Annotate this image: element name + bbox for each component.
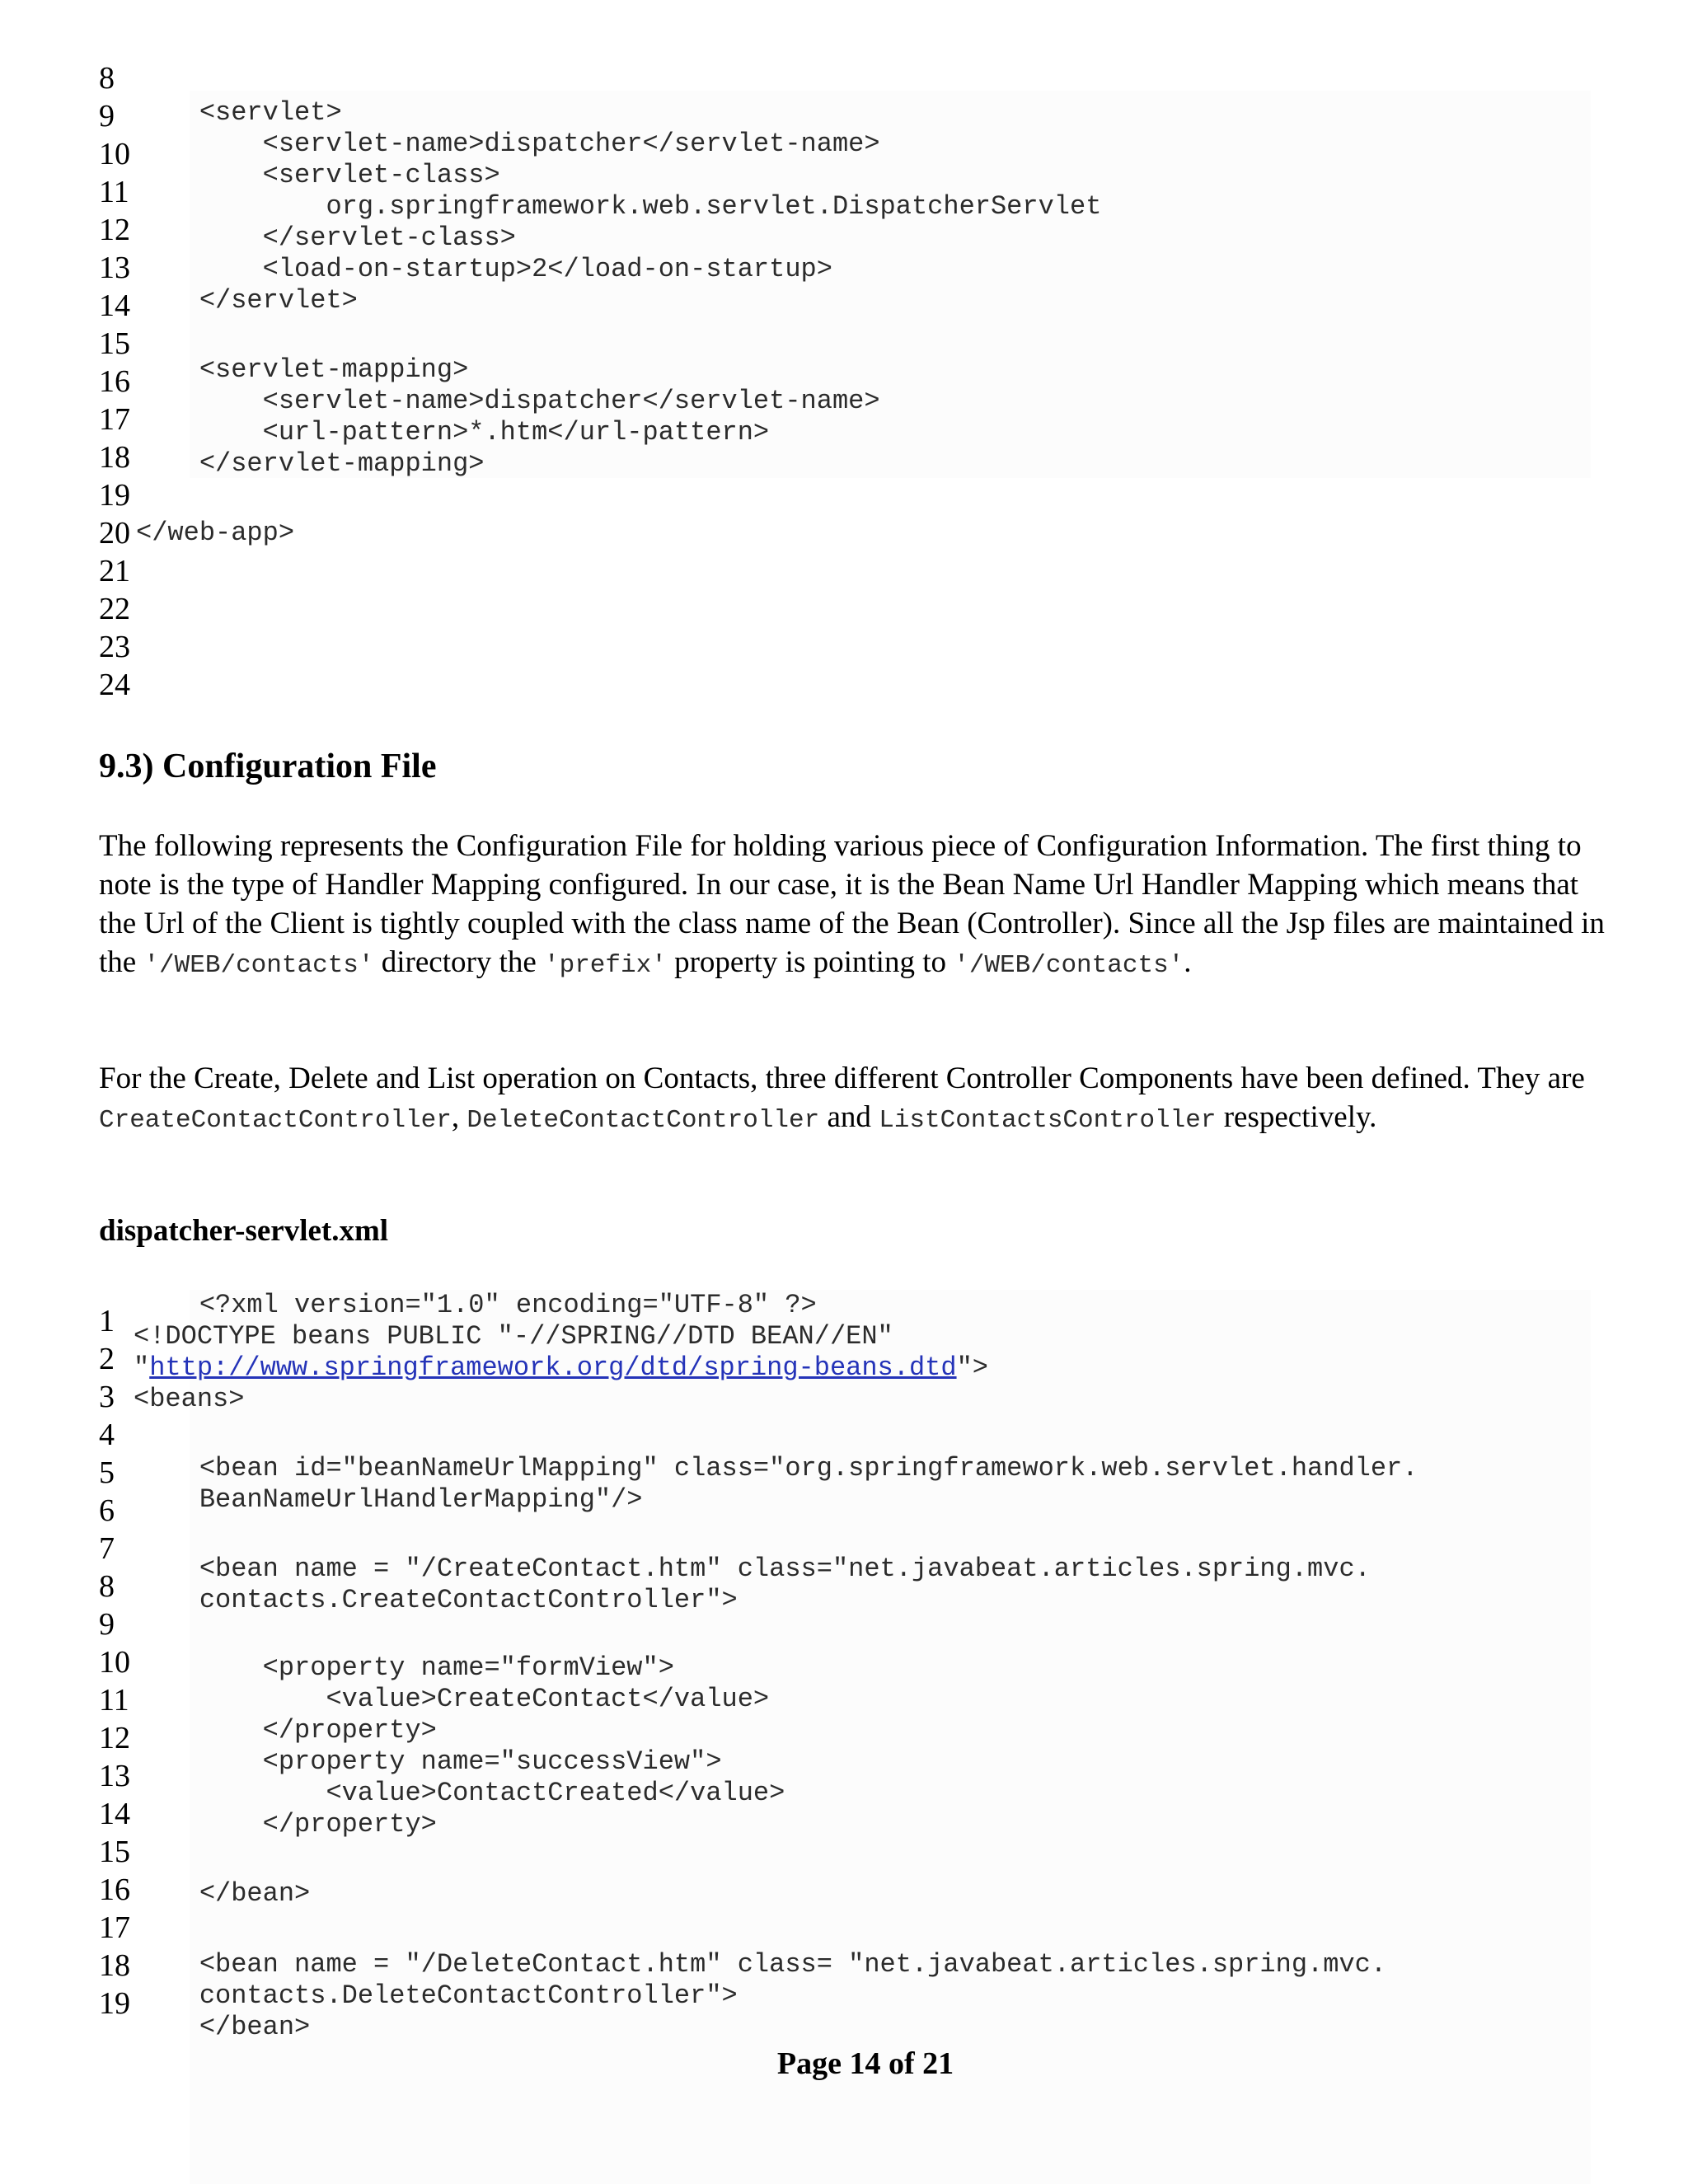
- code-text: ">: [956, 1352, 988, 1383]
- code-line: <property name="formView">: [136, 1652, 674, 1683]
- code-line: <servlet-mapping>: [136, 354, 469, 385]
- paragraph-text: .: [1184, 945, 1192, 979]
- code-line: </servlet-class>: [136, 223, 516, 253]
- line-number: 8: [99, 61, 115, 96]
- code-line: <bean name = "/CreateContact.htm" class="net.javabeat.articles.spring.mvc.: [136, 1554, 1371, 1584]
- line-number: 16: [99, 364, 130, 399]
- line-number: 17: [99, 1910, 130, 1945]
- line-number: 15: [99, 1835, 130, 1869]
- line-number: 6: [99, 1493, 115, 1528]
- code-line: </web-app>: [136, 518, 295, 548]
- line-number: 23: [99, 630, 130, 664]
- code-text: ": [134, 1352, 150, 1383]
- line-number: 11: [99, 1683, 129, 1718]
- line-number: 1: [99, 1304, 115, 1338]
- line-number: 3: [99, 1380, 115, 1414]
- code-line: org.springframework.web.servlet.DispatcherServlet: [136, 191, 1102, 222]
- line-number: 15: [99, 326, 130, 361]
- paragraph-text: and: [819, 1100, 879, 1134]
- code-doctype-url-line: [134, 1352, 988, 1383]
- line-number: 16: [99, 1872, 130, 1907]
- inline-code: '/WEB/contacts': [143, 951, 374, 980]
- line-number: 14: [99, 288, 130, 323]
- line-number: 10: [99, 137, 130, 171]
- line-number: 22: [99, 592, 130, 626]
- paragraph-text: property is pointing to: [666, 945, 954, 979]
- code-line: <value>ContactCreated</value>: [136, 1778, 785, 1808]
- line-number: 9: [99, 1607, 115, 1642]
- code-line: </property>: [136, 1809, 437, 1840]
- line-number: 13: [99, 251, 130, 285]
- line-number: 13: [99, 1759, 130, 1793]
- inline-code: CreateContactController: [99, 1106, 452, 1135]
- line-number: 2: [99, 1342, 115, 1376]
- code-line: <servlet-class>: [136, 160, 500, 190]
- paragraph-text: directory the: [373, 945, 544, 979]
- line-number: 4: [99, 1418, 115, 1452]
- line-number: 5: [99, 1455, 115, 1490]
- dtd-link[interactable]: http://www.springframework.org/dtd/spring-beans.dtd: [149, 1352, 957, 1383]
- line-number: 9: [99, 99, 115, 134]
- inline-code: 'prefix': [544, 951, 667, 980]
- line-number: 10: [99, 1645, 130, 1680]
- code-line: <servlet-name>dispatcher</servlet-name>: [136, 129, 880, 159]
- code-line: <value>CreateContact</value>: [136, 1684, 770, 1714]
- code-line: <bean name = "/DeleteContact.htm" class= "net.javabeat.articles.spring.mvc.: [136, 1949, 1387, 1980]
- inline-code: DeleteContactController: [467, 1106, 820, 1135]
- code-line: BeanNameUrlHandlerMapping"/>: [136, 1484, 643, 1515]
- line-number: 12: [99, 1721, 130, 1755]
- line-number: 12: [99, 213, 130, 247]
- line-number: 21: [99, 554, 130, 588]
- section-heading: 9.3) Configuration File: [99, 748, 437, 785]
- code-line: <!DOCTYPE beans PUBLIC "-//SPRING//DTD BEAN//EN": [134, 1321, 893, 1352]
- file-title: dispatcher-servlet.xml: [99, 1214, 389, 1248]
- code-line: <servlet-name>dispatcher</servlet-name>: [136, 386, 880, 416]
- line-number: 19: [99, 478, 130, 513]
- code-line: <url-pattern>*.htm</url-pattern>: [136, 417, 770, 448]
- code-line: </servlet>: [136, 285, 358, 316]
- page-footer: Page 14 of 21: [776, 2046, 954, 2081]
- line-number: 24: [99, 668, 130, 702]
- line-number: 14: [99, 1797, 130, 1831]
- line-number: 8: [99, 1569, 115, 1604]
- paragraph-text: ,: [451, 1100, 467, 1134]
- paragraph-2: [99, 1059, 1607, 1140]
- code-line: <beans>: [134, 1384, 245, 1414]
- code-line: </property>: [136, 1715, 437, 1746]
- code-line: <load-on-startup>2</load-on-startup>: [136, 254, 832, 284]
- code-line: contacts.DeleteContactController">: [136, 1980, 738, 2011]
- line-number: 18: [99, 440, 130, 475]
- paragraph-text: For the Create, Delete and List operation on Contacts, three different Controller Components have been defined. They are: [99, 1062, 1585, 1095]
- inline-code: ListContactsController: [879, 1106, 1217, 1135]
- code-line: </bean>: [136, 1878, 311, 1909]
- paragraph-text: The following represents the Configuration File for holding various piece of Configuration Information. The first thing to note is the type of Handler Mapping configured. In our case, it is the Bean Name Url Handler Mapping which means that the Url of the Client is tightly coupled with the class name of the Bean (Controller). Since all the Jsp files are maintained in the: [99, 829, 1605, 979]
- inline-code: '/WEB/contacts': [954, 951, 1184, 980]
- code-line: </servlet-mapping>: [136, 448, 485, 479]
- line-number: 7: [99, 1531, 115, 1566]
- paragraph-1: [99, 827, 1607, 985]
- code-line: <bean id="beanNameUrlMapping" class="org.springframework.web.servlet.handler.: [136, 1453, 1418, 1483]
- line-number: 20: [99, 516, 130, 551]
- line-number: 11: [99, 175, 129, 209]
- code-line: <?xml version="1.0" encoding="UTF-8" ?>: [136, 1290, 817, 1320]
- line-number: 17: [99, 402, 130, 437]
- line-number: 19: [99, 1986, 130, 2021]
- code-line: contacts.CreateContactController">: [136, 1585, 738, 1615]
- code-line: <servlet>: [136, 97, 342, 128]
- line-number: 18: [99, 1948, 130, 1983]
- code-line: </bean>: [136, 2012, 311, 2042]
- code-line: <property name="successView">: [136, 1746, 722, 1777]
- paragraph-text: respectively.: [1216, 1100, 1377, 1134]
